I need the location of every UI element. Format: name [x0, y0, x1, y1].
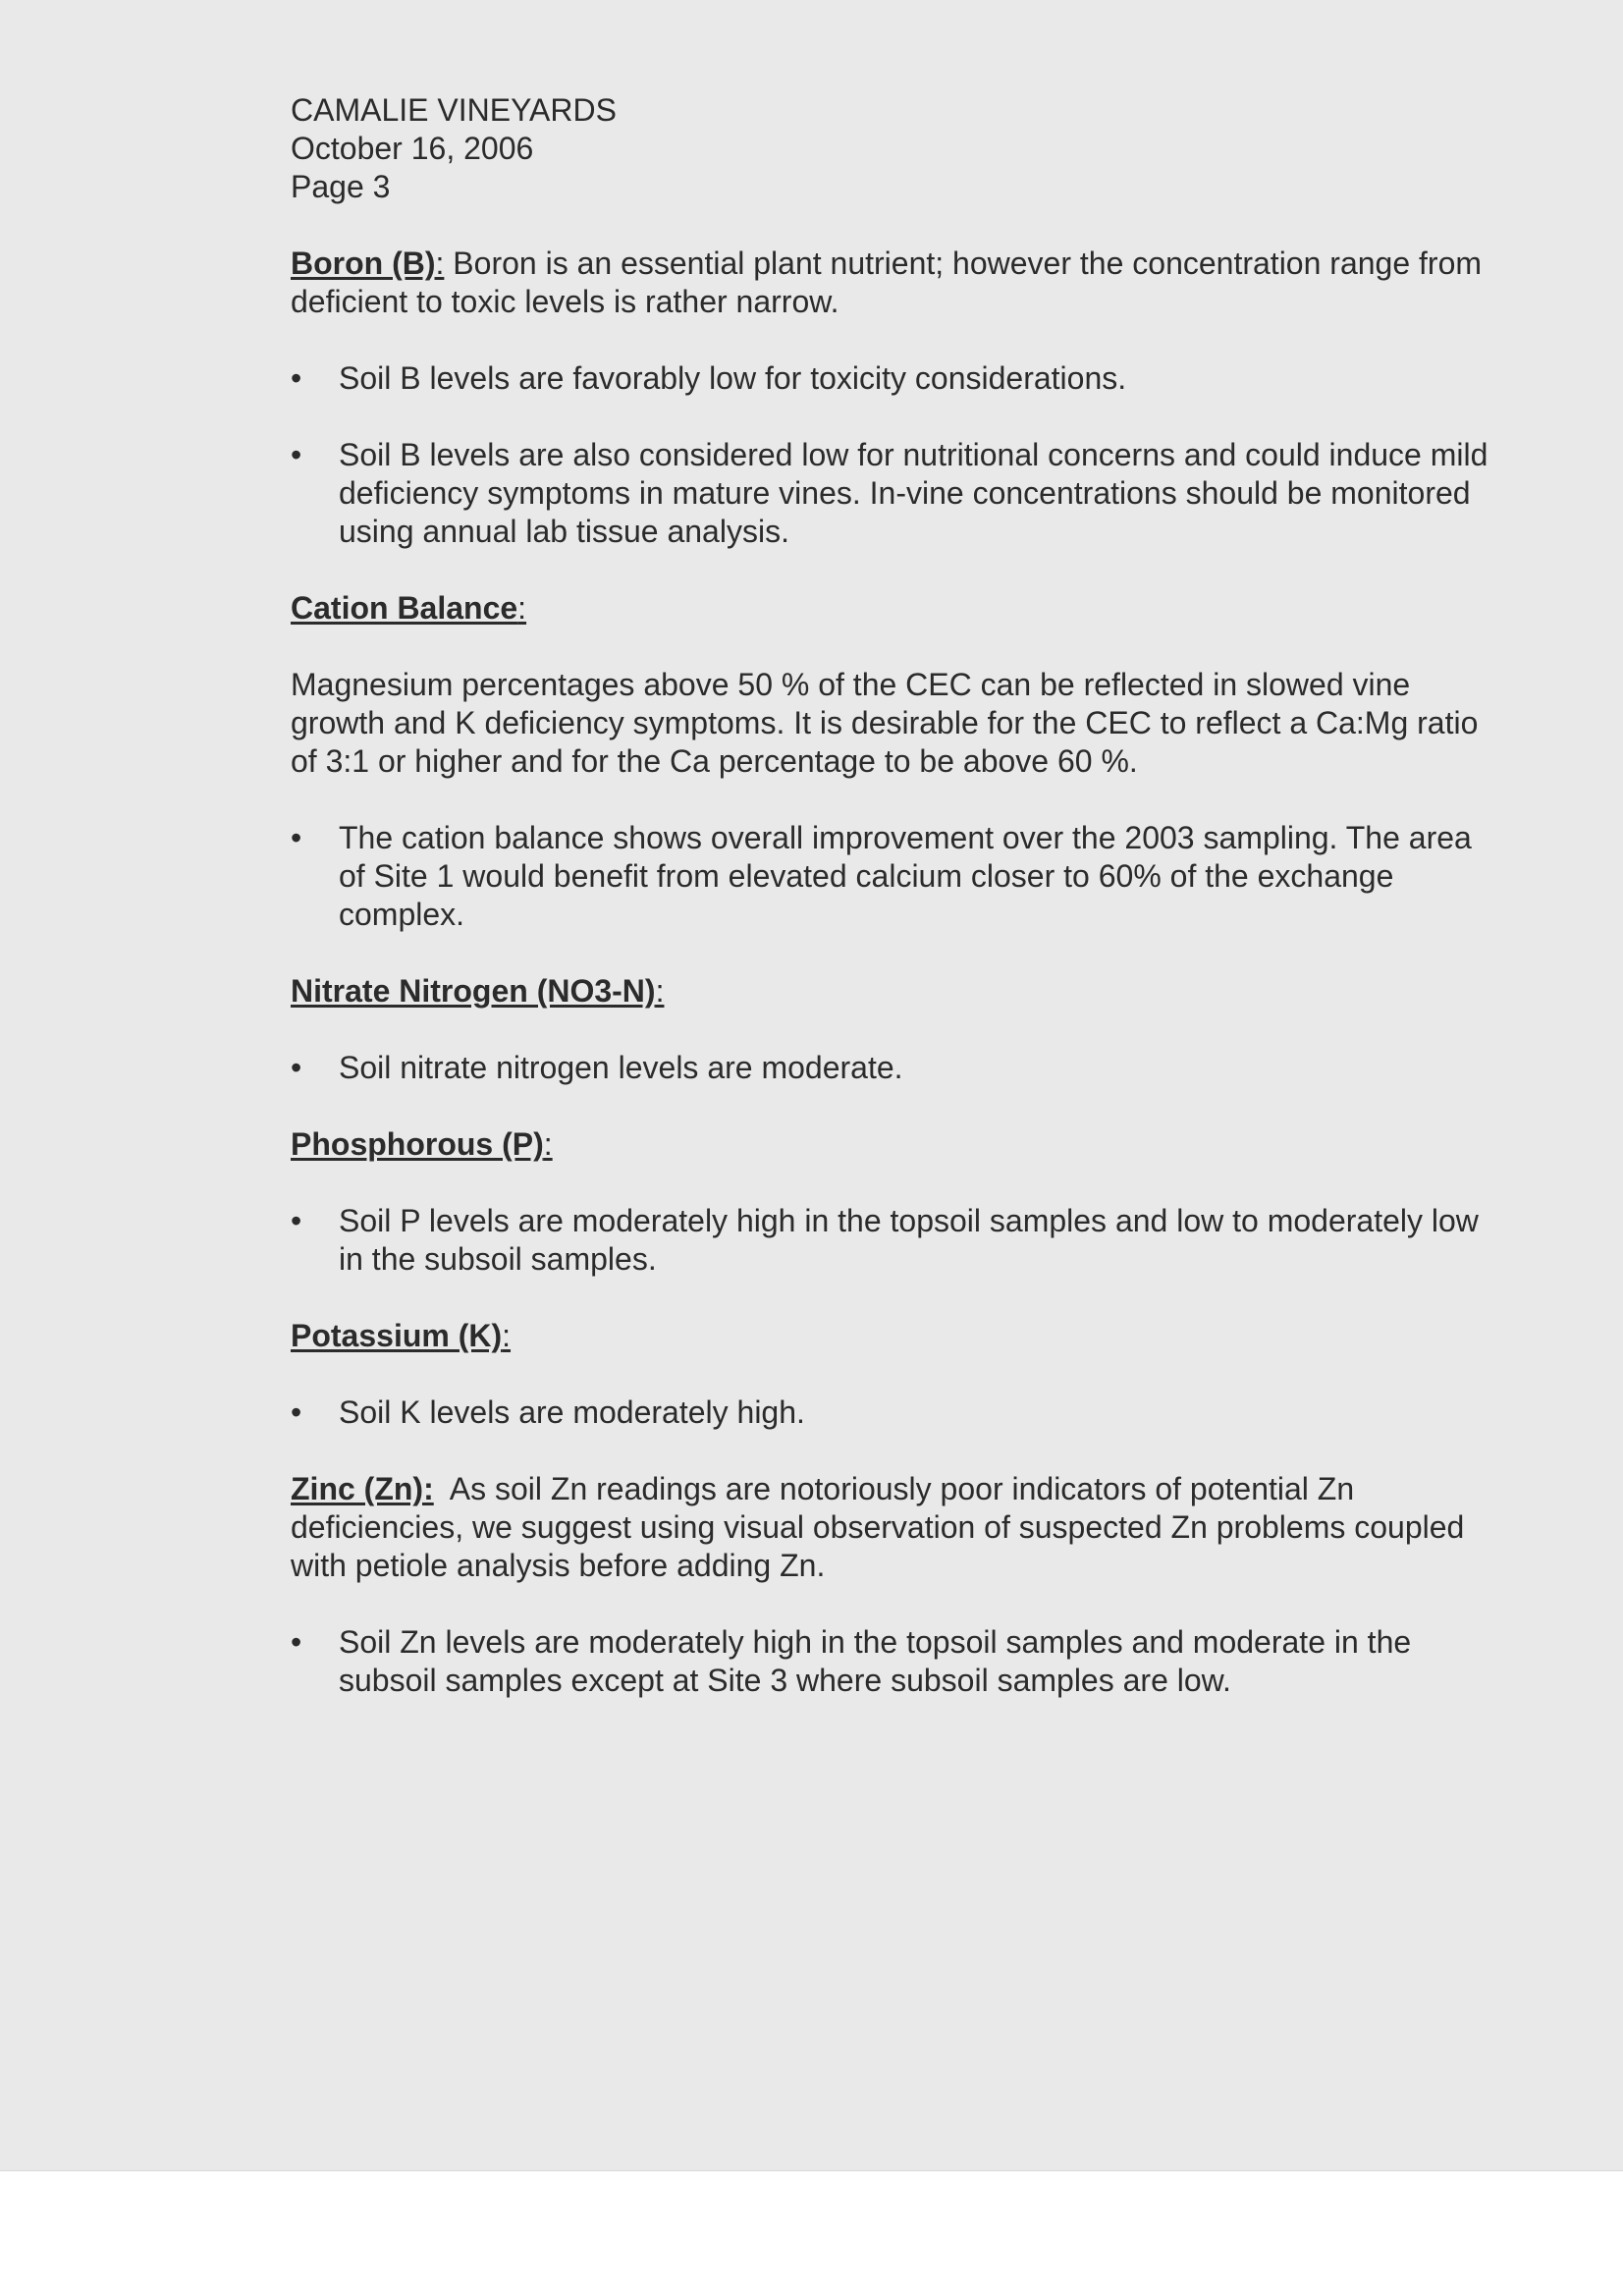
nitrate-bullets: [291, 1049, 1488, 1087]
letter-date: October 16, 2006: [291, 131, 534, 166]
phosphorous-heading-block: [291, 1125, 1488, 1164]
boron-intro-text: Boron is an essential plant nutrient; however the concentration range from deficient to toxic levels is rather narrow.: [291, 246, 1483, 319]
cation-heading: Cation Balance:: [291, 590, 527, 626]
bullet-glyph: •: [291, 360, 302, 396]
bullet-text: Soil B levels are favorably low for toxicity considerations.: [339, 360, 1127, 396]
cation-paragraph: Magnesium percentages above 50 % of the CEC can be reflected in slowed vine growth and K deficiency symptoms. It is desirable for the CEC to reflect a Ca:Mg ratio of 3:1 or higher and for the Ca percentage to be above 60 %.: [291, 667, 1479, 779]
zinc-heading: Zinc (Zn):: [291, 1471, 434, 1506]
list-item: [291, 819, 1488, 934]
zinc-intro: [291, 1470, 1488, 1585]
phosphorous-bullets: [291, 1202, 1488, 1279]
cation-bullets: [291, 819, 1488, 934]
bullet-glyph: •: [291, 1624, 302, 1660]
bullet-glyph: •: [291, 1050, 302, 1085]
bullet-text: Soil B levels are also considered low for nutritional concerns and could induce mild deficiency symptoms in mature vines. In-vine concentrations should be monitored using annual lab tissue analysis.: [339, 437, 1488, 549]
cation-heading-block: [291, 589, 1488, 628]
letter-header: [291, 91, 1488, 206]
list-item: [291, 359, 1488, 398]
list-item: [291, 436, 1488, 551]
bullet-glyph: •: [291, 1394, 302, 1430]
potassium-heading-block: [291, 1317, 1488, 1355]
list-item: [291, 1623, 1488, 1700]
boron-heading: Boron (B):: [291, 246, 445, 281]
bullet-text: The cation balance shows overall improvement over the 2003 sampling. The area of Site 1 would benefit from elevated calcium closer to 60% of the exchange complex.: [339, 820, 1472, 932]
list-item: [291, 1049, 1488, 1087]
bullet-text: Soil Zn levels are moderately high in the topsoil samples and moderate in the subsoil samples except at Site 3 where subsoil samples are low.: [339, 1624, 1412, 1698]
bullet-text: Soil K levels are moderately high.: [339, 1394, 805, 1430]
nitrate-heading: Nitrate Nitrogen (NO3-N):: [291, 973, 665, 1009]
potassium-bullets: [291, 1394, 1488, 1432]
phosphorous-heading: Phosphorous (P):: [291, 1126, 553, 1162]
boron-intro: [291, 245, 1488, 321]
zinc-bullets: [291, 1623, 1488, 1700]
zinc-intro-text: As soil Zn readings are notoriously poor indicators of potential Zn deficiencies, we suggest using visual observation of suspected Zn problems coupled with petiole analysis before adding Zn.: [291, 1471, 1474, 1583]
document-body: [291, 91, 1488, 1738]
company-name: CAMALIE VINEYARDS: [291, 92, 617, 128]
potassium-heading: Potassium (K):: [291, 1318, 512, 1353]
bullet-glyph: •: [291, 437, 302, 472]
bullet-glyph: •: [291, 1203, 302, 1238]
list-item: [291, 1202, 1488, 1279]
boron-bullets: [291, 359, 1488, 551]
nitrate-heading-block: [291, 972, 1488, 1011]
list-item: [291, 1394, 1488, 1432]
page-number: Page 3: [291, 169, 391, 204]
bullet-glyph: •: [291, 820, 302, 855]
bullet-text: Soil nitrate nitrogen levels are moderate.: [339, 1050, 903, 1085]
bullet-text: Soil P levels are moderately high in the topsoil samples and low to moderately low in the subsoil samples.: [339, 1203, 1479, 1277]
